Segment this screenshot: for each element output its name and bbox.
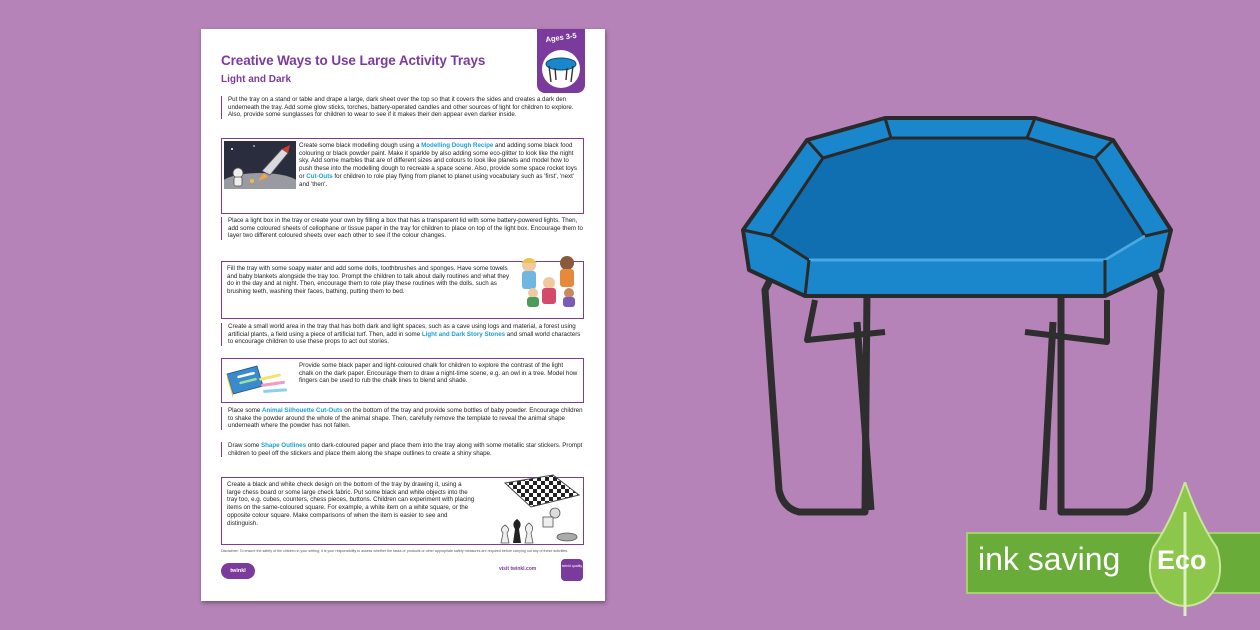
eco-banner-text: ink saving (978, 541, 1121, 577)
section-shape-outlines (221, 442, 584, 457)
shape-outlines-link[interactable]: Shape Outlines (261, 442, 307, 449)
chess-board-image (493, 473, 581, 545)
section-text: Draw some Shape Outlines onto dark-coloured paper and place them into the tray along with some metallic star stickers. Prompt children to peel off the stickers and place them along the shape outlines to create a shiny shape. (228, 442, 583, 457)
section-text: Place some Animal Silhouette Cut-Outs on the bottom of the tray and provide some bottles of baby powder. Encourage children to shake the powder around the whole of the animal shape. Then, carefully remove the template to reveal the animal shape underneath where the powder has not fallen. (228, 407, 583, 430)
section-text: Create some black modelling dough using a Modelling Dough Recipe and adding some black food colouring or black powder paint. Make it sparkle by also adding some eco-glitter to look like the night sky. Add some marbles that are of different sizes and colours to look like planets and model how to push these into the modelling dough to recreate a space scene. Also, provide some space rocket toys or Cut-Outs for children to role play flying from planet to planet using vocabulary such as 'first', 'next' and 'then'. (299, 142, 577, 188)
section-light-box (221, 217, 584, 240)
section-den (221, 96, 584, 119)
disclaimer-text: Disclaimer: To ensure the safety of the children in your setting, it is your responsibility to assess whether the tasks or products or other appropriate safety measures are required before carrying out any of these activities. (221, 549, 569, 553)
page-subtitle: Light and Dark (221, 74, 292, 85)
twinkl-logo: twinkl (221, 563, 255, 579)
children-dolls-image (515, 253, 581, 307)
section-small-world (221, 323, 584, 346)
section-text: Create a small world area in the tray that has both dark and light spaces, such as a cave using logs and material, a forest using artificial plants, a field using a piece of artificial turf. Then, add in some Light and Dark Story Stones and small world characters to encourage children to use these props to act out stories. (228, 323, 581, 346)
tray-badge-icon (539, 47, 583, 91)
activity-tray-illustration (735, 110, 1175, 520)
eco-badge-text: Eco (1157, 545, 1207, 575)
footer-url[interactable]: visit twinkl.com (499, 566, 537, 572)
animal-silhouette-link[interactable]: Animal Silhouette Cut-Outs (262, 407, 343, 414)
section-text: Place a light box in the tray or create your own by filling a box that has a transparent lid with some battery-powered lights. Then, add some coloured sheets of cellophane or tissue paper in the tray for children to place on top of the light box. Encourage them to layer two different coloured sheets over each other to see if the colour changes. (228, 217, 583, 240)
section-text: Fill the tray with some soapy water and add some dolls, toothbrushes and sponges. Have some towels and baby blankets alongside the tray too. Prompt the children to talk about daily routines and what they do in the day and at night. Then, encourage them to role play these routines with the dolls, such as brushing teeth, washing their faces, bathing, putting them to bed. (227, 265, 510, 296)
space-scene-image (224, 141, 296, 189)
age-badge-label: Ages 3-5 (544, 30, 578, 45)
section-text: Put the tray on a stand or table and drape a large, dark sheet over the top so that it covers the sides and creates a dark den underneath the tray. Add some glow sticks, torches, battery-operated candles and other sources of light for children to explore. Also, provide some sunglasses for children to wear to see if it makes their den appear even darker inside. (228, 96, 574, 119)
activity-sheet (201, 29, 605, 601)
cut-outs-link[interactable]: Cut-Outs (306, 172, 333, 180)
story-stones-link[interactable]: Light and Dark Story Stones (421, 330, 506, 338)
section-silhouettes (221, 407, 584, 430)
quality-badge: twinkl quality (561, 559, 583, 581)
modelling-dough-recipe-link[interactable]: Modelling Dough Recipe (421, 142, 494, 149)
chalk-box-image (223, 360, 295, 400)
section-text: Provide some black paper and light-coloured chalk for children to explore the contrast of the light chalk on the dark paper. Encourage them to draw a night-time scene, e.g. an owl in a tree. Model how fingers can be used to rub the chalk lines to blend and shade. (299, 362, 578, 385)
section-text: Create a black and white check design on the bottom of the tray by drawing it, using a large chess board or some large check fabric. Put some black and white objects into the tray too, e.g. cubes, counters, chess pieces, buttons. Children can experiment with placing items on the same-coloured square. For example, a white item on a white square, or the opposite colour square. Make comparisons of when the item is easier to see and distinguish. (227, 481, 475, 527)
page-title: Creative Ways to Use Large Activity Trays (221, 53, 486, 68)
